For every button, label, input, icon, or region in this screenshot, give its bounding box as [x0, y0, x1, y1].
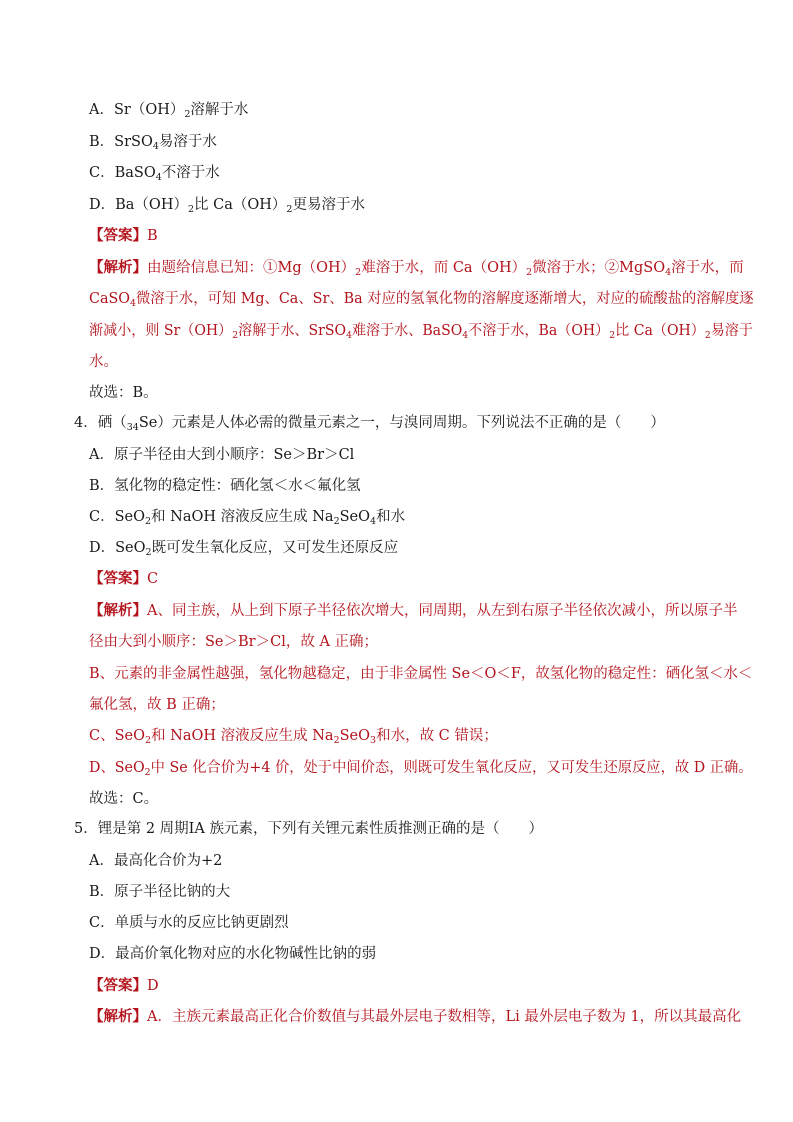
q5-option-b: B．原子半径比钠的大	[89, 884, 231, 900]
q3-analysis-line-3: 渐减小，则 $Sr(OH)_2$溶解于水、SrSO$_4$难溶于水、BaSO$_4$不溶于水，$Ba(OH)_2$比 $Ca(OH)_2$易溶于	[89, 323, 753, 341]
q5-option-a: A．最高化合价为+2	[89, 853, 223, 869]
q4-option-c: C．SeO$_2$和 NaOH 溶液反应生成 $Na_2SeO_4$和水	[89, 509, 406, 527]
q4-option-b: B．氢化物的稳定性：硒化氢＜水＜氟化氢	[89, 478, 361, 494]
q4-analysis-line-2: 径由大到小顺序：Se＞Br＞Cl，故 A 正确；	[89, 634, 379, 650]
q4-conclusion: 故选：C。	[89, 791, 159, 807]
q3-analysis-line-2: CaSO$_4$微溶于水，可知 Mg、Ca、Sr、Ba 对应的氢氧化物的溶解度逐渐增大，对应的硫酸盐的溶解度逐	[89, 291, 754, 309]
q4-analysis-line-6: D、SeO$_2$中 Se 化合价为+4 价，处于中间价态，则既可发生氧化反应，又可发生还原反应，故 D 正确。	[89, 760, 753, 778]
q4-analysis-line-1: 【解析】A、同主族，从上到下原子半径依次增大，同周期，从左到右原子半径依次减小，所以原子半	[89, 602, 738, 619]
q4-option-d: D．SeO$_2$既可发生氧化反应，又可发生还原反应	[89, 540, 399, 558]
q5-option-d: D．最高价氧化物对应的水化物碱性比钠的弱	[89, 946, 377, 962]
q3-option-b: B．SrSO$_4$易溶于水	[89, 134, 217, 152]
q5-option-c: C．单质与水的反应比钠更剧烈	[89, 915, 289, 931]
q4-answer: 【答案】C	[89, 570, 159, 587]
q3-analysis-line-1: 【解析】由题给信息已知：$①Mg(OH)_2$难溶于水，而 $Ca(OH)_2$微溶于水；②MgSO$_4$溶于水，而	[89, 259, 744, 278]
q5-analysis-line-1: 【解析】A．主族元素最高正化合价数值与其最外层电子数相等，Li 最外层电子数为 1，所以其最高化	[89, 1008, 742, 1025]
q4-analysis-line-3: B、元素的非金属性越强，氢化物越稳定，由于非金属性 Se＜O＜F，故氢化物的稳定性：硒化氢＜水＜	[89, 666, 753, 682]
q4-stem: 4．硒$(_{34}Se)$元素是人体必需的微量元素之一，与溴同周期。下列说法不正确的是（ ）	[74, 415, 665, 433]
q5-stem: 5．锂是第 2 周期ⅠA 族元素，下列有关锂元素性质推测正确的是（ ）	[74, 821, 543, 837]
q3-answer: 【答案】B	[89, 227, 158, 244]
q3-option-c: C．BaSO$_4$不溶于水	[89, 165, 220, 183]
q3-option-a: A．$Sr(OH)_2$溶解于水	[89, 102, 249, 120]
q5-answer: 【答案】D	[89, 977, 159, 994]
q4-analysis-line-5: C、SeO$_2$和 NaOH 溶液反应生成 $Na_2SeO_3$和水，故 C 错误；	[89, 728, 498, 746]
q3-analysis-line-4: 水。	[89, 354, 118, 370]
q3-conclusion: 故选：B。	[89, 385, 158, 401]
q3-option-d: D．$Ba(OH)_2$比 $Ca(OH)_2$更易溶于水	[89, 197, 365, 215]
q4-analysis-line-4: 氟化氢，故 B 正确；	[89, 697, 225, 713]
q4-option-a: A．原子半径由大到小顺序：Se＞Br＞Cl	[89, 447, 355, 463]
